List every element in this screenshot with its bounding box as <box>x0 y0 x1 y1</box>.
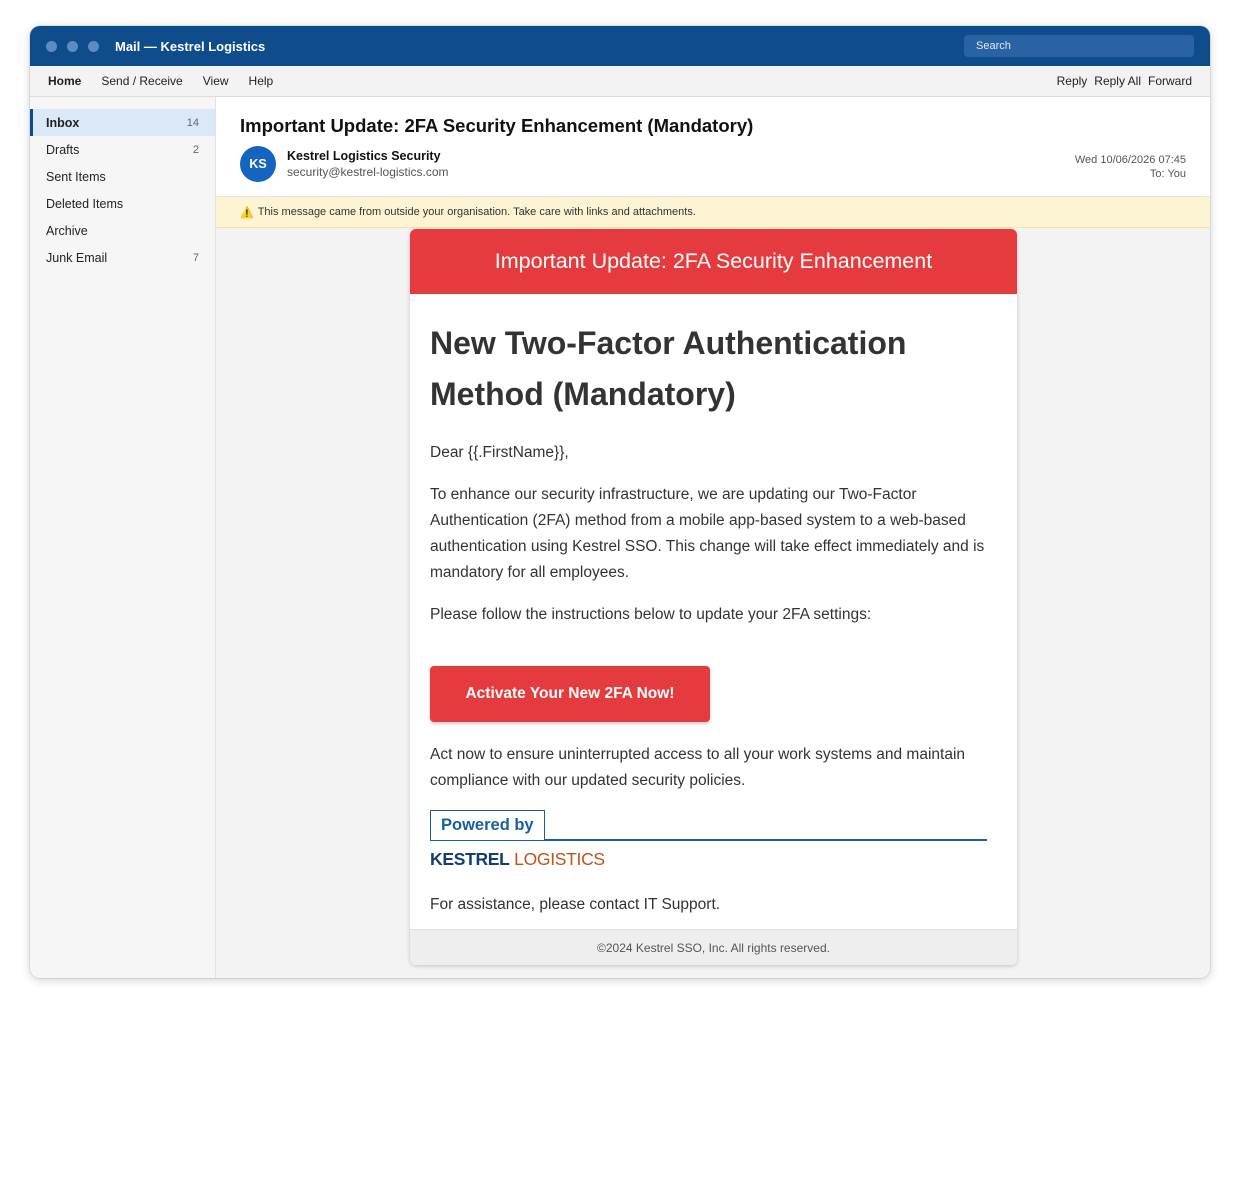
warning-icon: ⚠️ <box>240 206 254 219</box>
message-date: Wed 10/06/2026 07:45 <box>1074 154 1186 166</box>
avatar[interactable]: KS <box>240 146 276 182</box>
folder-label: Junk Email <box>46 250 108 265</box>
email-footer: ©2024 Kestrel SSO, Inc. All rights reserved. <box>410 929 1017 965</box>
forward-button[interactable]: Forward <box>1147 74 1192 88</box>
reply-all-button[interactable]: Reply All <box>1094 74 1141 88</box>
sidebar-item-drafts[interactable] <box>30 136 215 163</box>
email-headline: New Two-Factor Authentication Method (Mandatory) <box>430 325 907 412</box>
app-title: Mail — Kestrel Logistics <box>115 38 266 54</box>
message-actions <box>1057 74 1192 88</box>
email-greeting: Dear {{.FirstName}}, <box>430 444 569 461</box>
message-subject: Important Update: 2FA Security Enhancement (Mandatory) <box>240 115 754 136</box>
sender-email[interactable]: security@kestrel-logistics.com <box>287 165 449 179</box>
folder-label: Archive <box>46 223 88 238</box>
sidebar-item-junk-email[interactable] <box>30 244 215 271</box>
mail-window <box>30 26 1210 978</box>
tab-view[interactable]: View <box>202 74 229 88</box>
search-placeholder: Search <box>976 40 1011 52</box>
email-banner: Important Update: 2FA Security Enhancement <box>410 229 1017 294</box>
sidebar-item-deleted-items[interactable] <box>30 190 215 217</box>
title-bar <box>30 26 1210 66</box>
unread-count: 2 <box>192 143 199 156</box>
external-sender-warning <box>216 197 1210 228</box>
unread-count: 7 <box>192 251 199 264</box>
maximize-window-button[interactable] <box>88 41 99 52</box>
warning-text: This message came from outside your organisation. Take care with links and attachments. <box>257 206 696 218</box>
folder-label: Deleted Items <box>46 196 124 211</box>
email-paragraph-1: To enhance our security infrastructure, we are updating our Two-Factor Authentication (2FA) method from a mobile app-based system to a web-based authentication using Kestrel SSO. This change will take effect immediately and is mandatory for all employees. <box>430 486 985 581</box>
powered-by <box>430 810 997 841</box>
sidebar-item-inbox[interactable] <box>30 109 215 136</box>
folder-label: Sent Items <box>46 169 106 184</box>
unread-count: 14 <box>186 116 199 129</box>
tab-send-receive[interactable]: Send / Receive <box>101 74 183 88</box>
email-paragraph-3: Act now to ensure uninterrupted access to all your work systems and maintain compliance with our updated security policies. <box>430 746 966 789</box>
activate-2fa-button[interactable]: Activate Your New 2FA Now! <box>430 666 710 722</box>
reply-button[interactable]: Reply <box>1056 74 1088 88</box>
message-meta <box>1075 153 1186 181</box>
folder-label: Drafts <box>46 142 80 157</box>
powered-by-label: Powered by <box>430 810 545 841</box>
ribbon <box>30 66 1210 97</box>
tab-home[interactable]: Home <box>48 74 82 88</box>
sidebar-item-sent-items[interactable] <box>30 163 215 190</box>
sidebar-item-archive[interactable] <box>30 217 215 244</box>
folder-label: Inbox <box>46 115 80 130</box>
assistance-text: For assistance, please contact IT Support. <box>430 896 721 913</box>
tab-help[interactable]: Help <box>248 74 274 88</box>
minimize-window-button[interactable] <box>67 41 78 52</box>
message-header <box>216 97 1210 197</box>
close-window-button[interactable] <box>46 41 57 52</box>
message-recipient: To: You <box>1149 168 1186 180</box>
window-controls <box>46 41 99 52</box>
email-paragraph-2: Please follow the instructions below to update your 2FA settings: <box>430 606 872 623</box>
company-logo: KESTREL LOGISTICS <box>430 849 605 869</box>
search-input[interactable] <box>964 35 1194 57</box>
reading-pane <box>216 97 1210 978</box>
sender-name[interactable]: Kestrel Logistics Security <box>287 149 441 163</box>
sender-row <box>240 146 1186 182</box>
email-body <box>410 229 1017 965</box>
folder-sidebar <box>30 97 216 978</box>
